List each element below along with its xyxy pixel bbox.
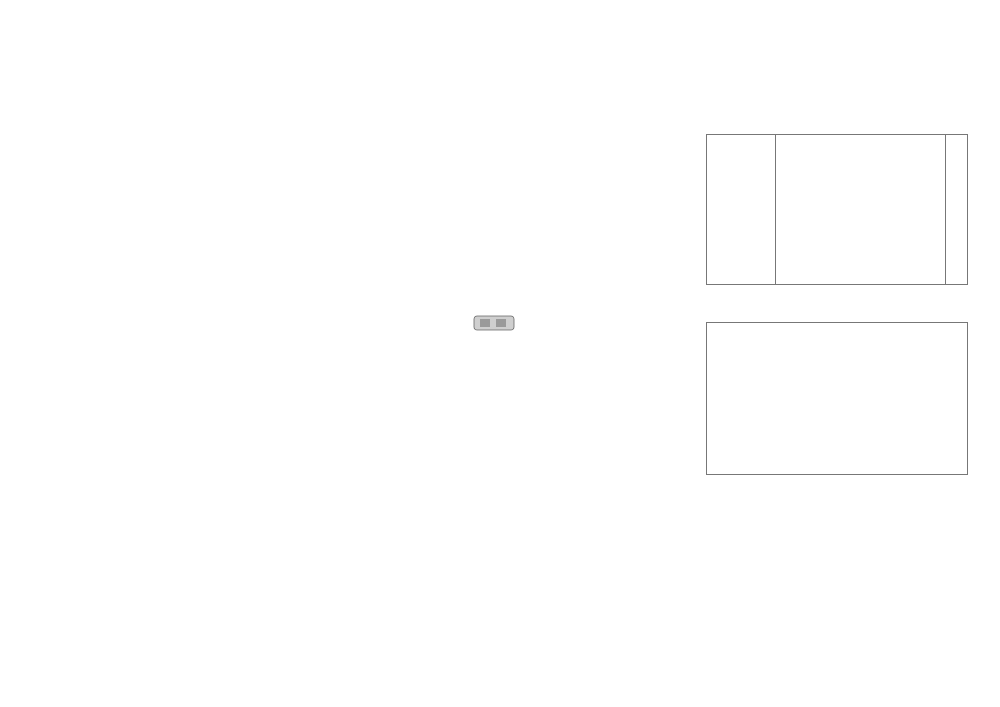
bracelet-image: [368, 308, 640, 418]
report-title-block: [420, 135, 590, 138]
colour-grades-table: [706, 134, 968, 285]
qr-code[interactable]: [708, 589, 758, 639]
setting-icons: [706, 508, 968, 550]
clarity-grades-table: [706, 322, 968, 475]
